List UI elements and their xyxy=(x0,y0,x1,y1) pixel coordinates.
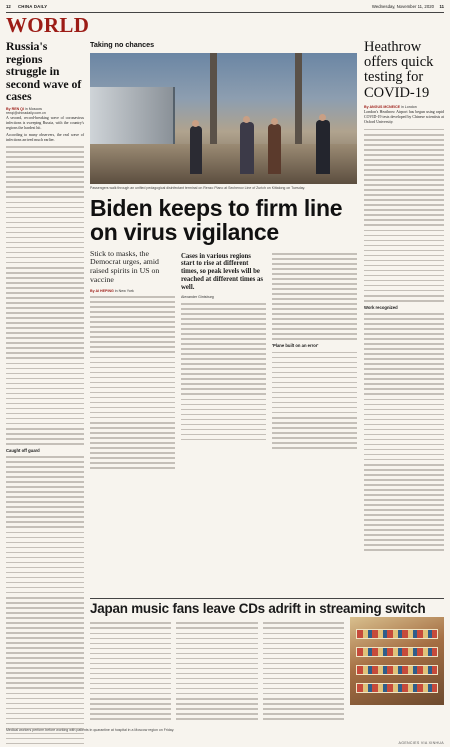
pillar xyxy=(295,53,302,146)
main-headline[interactable]: Biden keeps to firm line on virus vigilance xyxy=(90,194,343,245)
heathrow-subhead: Work recognized xyxy=(364,304,398,310)
russia-body xyxy=(6,116,84,143)
japan-article xyxy=(90,598,444,616)
heathrow-byline-name: By ANGUS MCNEICE xyxy=(364,104,401,109)
heathrow-byline xyxy=(364,105,444,109)
heathrow-byline-place: in London xyxy=(401,104,417,109)
main-byline-name: By AI HEPING xyxy=(90,288,114,293)
passenger-head xyxy=(192,120,199,127)
passenger-head xyxy=(271,118,278,125)
pull-quote: Cases in various regions start to rise at different times, so peak levels will be reached at different times as well. xyxy=(181,252,264,291)
passenger xyxy=(316,120,330,174)
passenger xyxy=(268,124,281,174)
issue-date: Wednesday, November 11, 2020 xyxy=(371,4,434,9)
russia-byline-name: By REN QI xyxy=(6,106,24,111)
russia-paragraph-2: According to many observers, the real wave of infections arrived much earlier. xyxy=(6,132,84,142)
japan-columns xyxy=(90,619,344,720)
lower-caption: Medical workers perform before working with patients in quarantine at hospital in a Moscow region on Friday. xyxy=(6,728,175,732)
masthead xyxy=(6,3,444,13)
japan-column-1 xyxy=(90,619,171,720)
japan-column-2 xyxy=(176,619,257,720)
train-car xyxy=(90,87,175,145)
russia-byline xyxy=(6,107,84,115)
cd-rack xyxy=(356,683,438,693)
russia-article xyxy=(6,40,84,747)
japan-headline[interactable]: Japan music fans leave CDs adrift in streaming switch xyxy=(90,601,426,616)
subway-photo[interactable] xyxy=(90,53,357,184)
passenger xyxy=(240,122,254,174)
japan-body-1 xyxy=(90,622,171,719)
cd-rack xyxy=(356,647,438,657)
photo-kicker: Taking no chances xyxy=(90,40,155,49)
japan-body-2 xyxy=(176,622,257,719)
russia-body-continued xyxy=(6,146,84,444)
section-title: WORLD xyxy=(6,13,90,37)
heathrow-body-continued xyxy=(364,129,444,302)
heathrow-body-continued-2 xyxy=(364,313,444,551)
cd-rack xyxy=(356,629,438,639)
russia-email[interactable]: renqi@chinadaily.com.cn xyxy=(6,110,46,115)
japan-body-3 xyxy=(263,622,344,719)
main-subhead: 'Plane built on an error' xyxy=(272,343,319,349)
heathrow-article xyxy=(364,40,444,551)
main-columns xyxy=(90,250,357,469)
cd-store-photo[interactable] xyxy=(350,617,444,705)
main-byline xyxy=(90,289,175,293)
heathrow-headline[interactable]: Heathrow offers quick testing for COVID-19 xyxy=(364,39,434,101)
pull-quote-attribution: Alexander Gintsburg xyxy=(181,295,214,300)
russia-subhead: Caught off guard xyxy=(6,447,40,453)
heathrow-body xyxy=(364,110,444,125)
passenger xyxy=(190,126,202,174)
photo-caption: Passengers walk through an unified pedagogical disinfectant terminal on Renzo Piano at Sechenov Line of Zurich on Kittalong on Tuesday. xyxy=(90,186,306,190)
passenger-head xyxy=(319,114,326,121)
heathrow-paragraph-1: London's Heathrow Airport has begun using rapid COVID-19 tests developed by Chinese scientists at Oxford University. xyxy=(364,110,444,125)
passenger-head xyxy=(243,116,250,123)
page-number-left: 12 xyxy=(6,4,11,9)
main-column-3 xyxy=(272,250,357,469)
main-story xyxy=(90,40,357,469)
main-body-4 xyxy=(272,352,357,449)
japan-column-3 xyxy=(263,619,344,720)
main-column-2 xyxy=(181,250,266,469)
main-body-3 xyxy=(272,253,357,340)
main-body-2 xyxy=(181,303,266,440)
main-byline-place: in New York xyxy=(114,288,134,293)
page-number-right: 11 xyxy=(439,4,444,9)
main-body-1 xyxy=(90,296,175,469)
russia-paragraph-1: A second, record-breaking wave of coronavirus infections is sweeping Russia, with the country's regions the hardest hit. xyxy=(6,116,84,131)
paper-name: CHINA DAILY xyxy=(18,4,48,9)
main-column-1 xyxy=(90,250,175,469)
russia-byline-place: in Moscow xyxy=(24,106,42,111)
cd-rack xyxy=(356,665,438,675)
russia-headline[interactable]: Russia's regions struggle in second wave of cases xyxy=(6,39,82,103)
photo-credit: AGENCIES VIA XINHUA xyxy=(398,741,444,745)
pillar xyxy=(210,53,217,146)
russia-body-continued-2 xyxy=(6,456,84,747)
main-deck: Stick to masks, the Democrat urges, amid raised spirits in US on vaccine xyxy=(90,248,160,284)
